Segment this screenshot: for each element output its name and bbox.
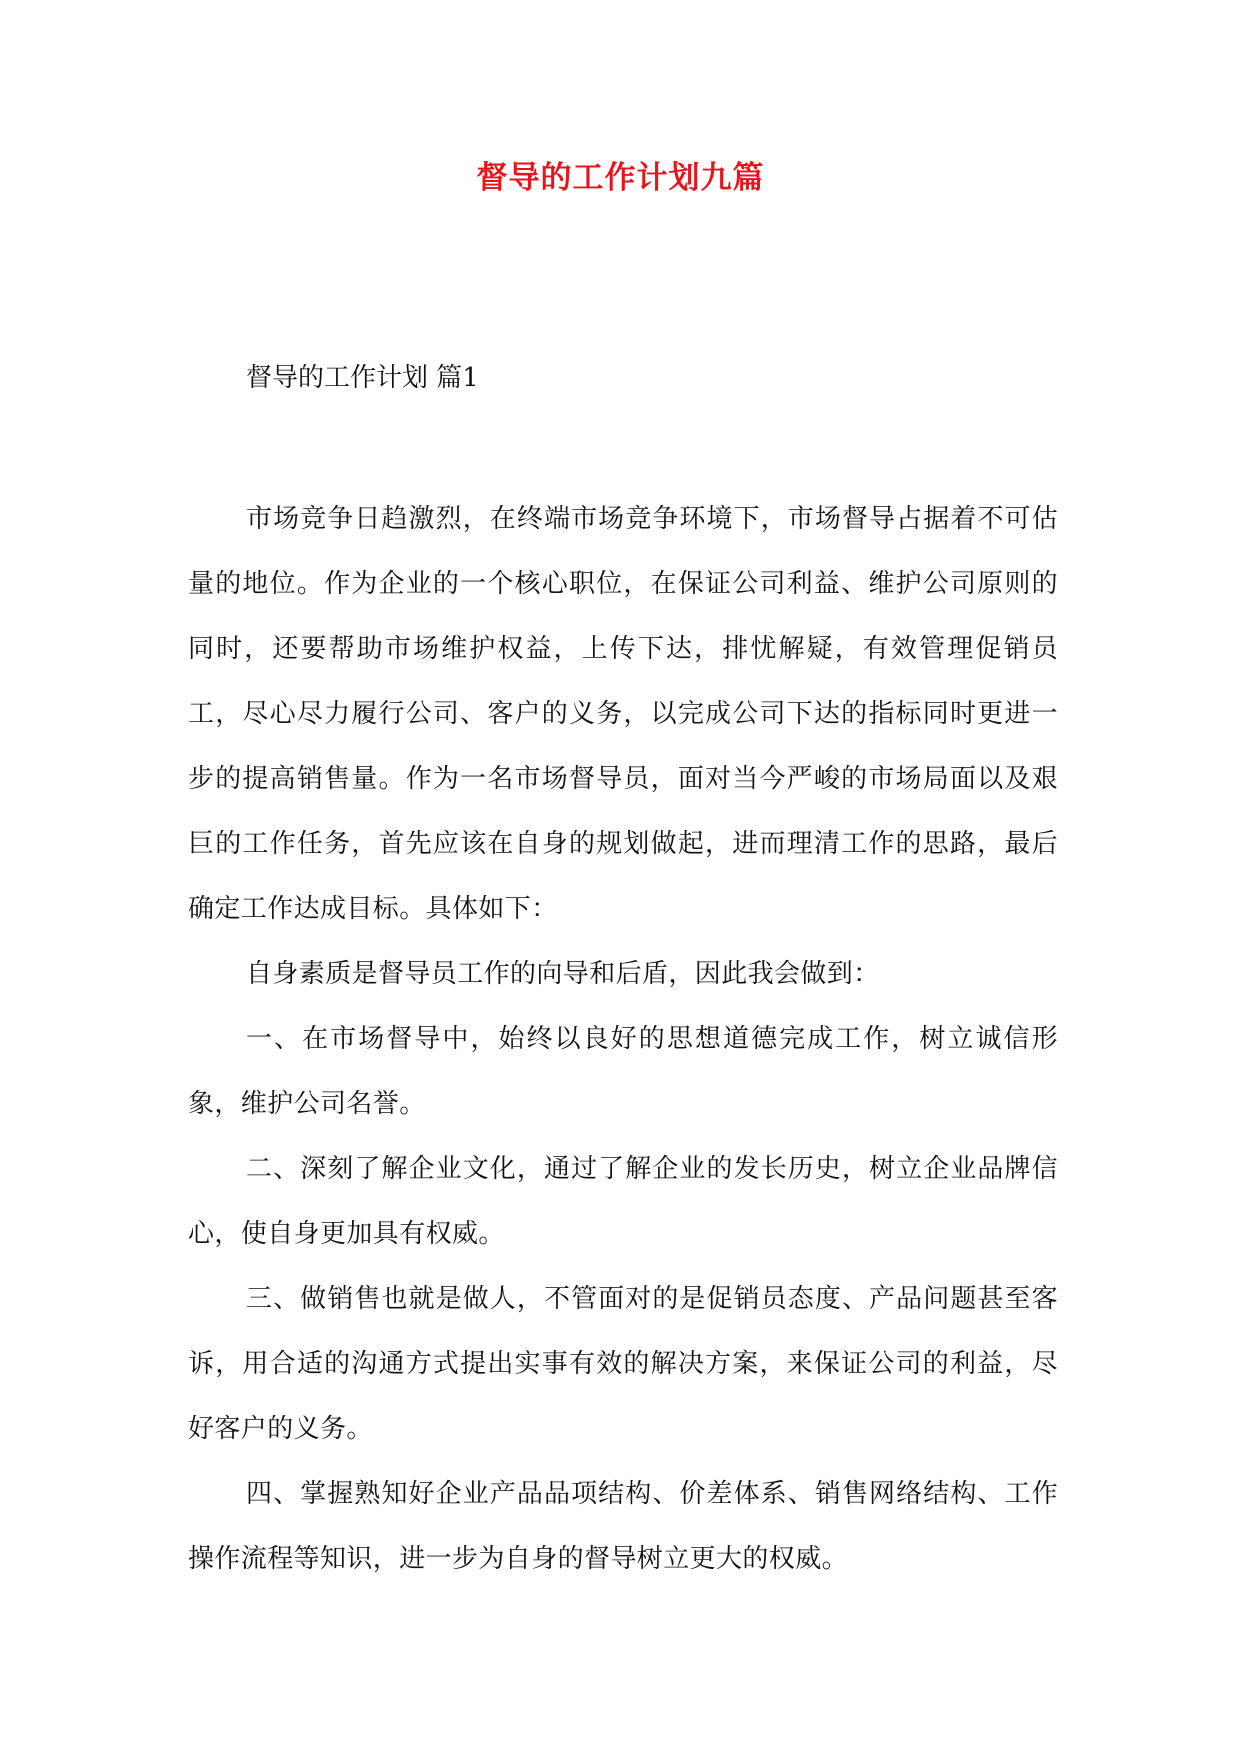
- paragraph-intro: 市场竞争日趋激烈，在终端市场竞争环境下，市场督导占据着不可估量的地位。作为企业的一个核心职位，在保证公司利益、维护公司原则的同时，还要帮助市场维护权益，上传下达，排忧解疑，有效管理促销员工，尽心尽力履行公司、客户的义务，以完成公司下达的指标同时更进一步的提高销售量。作为一名市场督导员，面对当今严峻的市场局面以及艰巨的工作任务，首先应该在自身的规划做起，进而理清工作的思路，最后确定工作达成目标。具体如下：: [188, 504, 1058, 924]
- body-text: [188, 487, 1058, 1592]
- paragraph-point-2: 二、深刻了解企业文化，通过了解企业的发长历史，树立企业品牌信心，使自身更加具有权威。: [188, 1154, 1058, 1249]
- section-heading: 督导的工作计划 篇1: [246, 363, 479, 393]
- paragraph-self-quality: 自身素质是督导员工作的向导和后盾，因此我会做到：: [246, 959, 880, 989]
- paragraph-point-4: 四、掌握熟知好企业产品品项结构、价差体系、销售网络结构、工作操作流程等知识，进一步为自身的督导树立更大的权威。: [188, 1479, 1058, 1574]
- paragraph-point-1: 一、在市场督导中，始终以良好的思想道德完成工作，树立诚信形象，维护公司名誉。: [188, 1024, 1058, 1119]
- paragraph-point-3: 三、做销售也就是做人，不管面对的是促销员态度、产品问题甚至客诉，用合适的沟通方式提出实事有效的解决方案，来保证公司的利益，尽好客户的义务。: [188, 1284, 1058, 1444]
- document-title: 督导的工作计划九篇: [476, 160, 765, 196]
